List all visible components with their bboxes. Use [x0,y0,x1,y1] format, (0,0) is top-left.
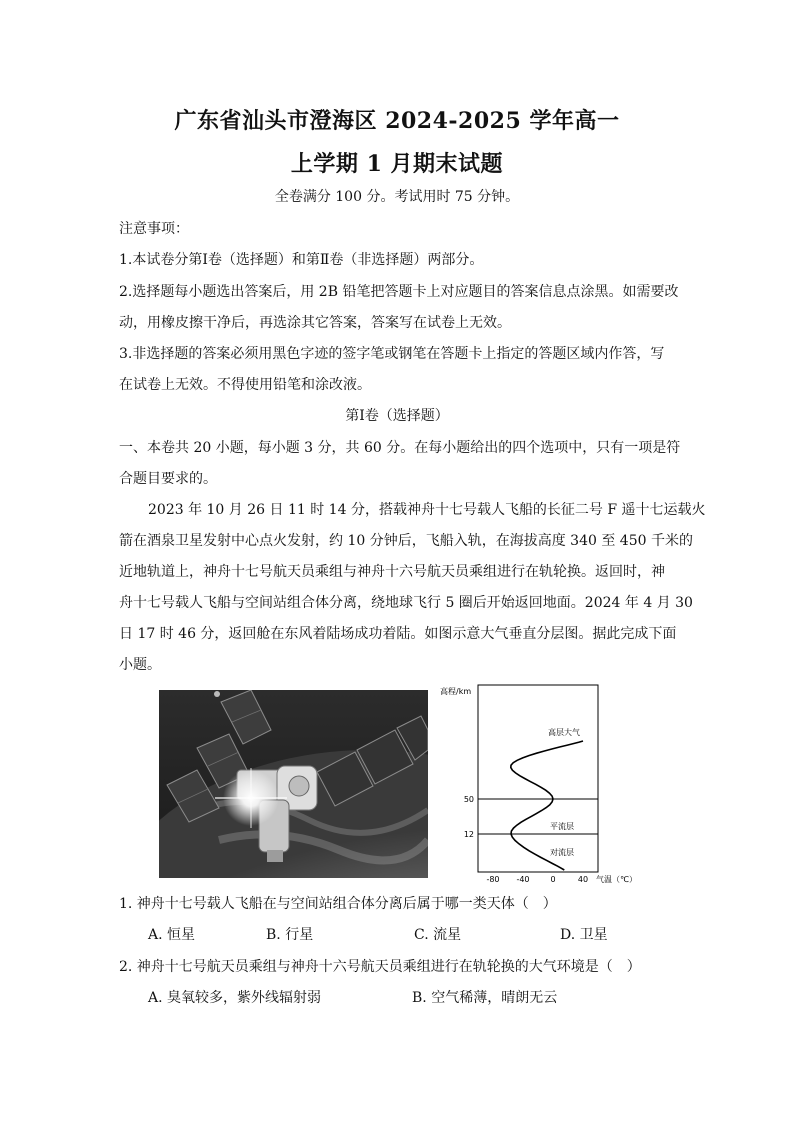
exam-subtitle: 全卷满分 100 分。考试用时 75 分钟。 [274,189,520,205]
note-line: 1.本试卷分第Ⅰ卷（选择题）和第Ⅱ卷（非选择题）两部分。 [119,252,484,268]
exam-title-line1: 广东省汕头市澄海区 2024-2025 学年高一 [174,108,620,134]
q1-option-b[interactable]: B. 行星 [266,927,314,943]
x-tick-label: 40 [577,875,589,884]
y-tick-label: 12 [463,830,474,839]
y-axis-label: 高程/km [440,687,472,696]
plot-frame [478,685,598,872]
note-line: 3.非选择题的答案必须用黑色字迹的签字笔或钢笔在答题卡上指定的答题区域内作答，写 [119,346,665,362]
section-title: 第Ⅰ卷（选择题） [345,408,449,424]
x-tick-label: 0 [550,875,556,884]
y-tick-label: 50 [463,795,474,804]
exam-title-line2: 上学期 1 月期末试题 [290,151,504,177]
passage-line: 日 17 时 46 分，返回舱在东风着陆场成功着陆。如图示意大气垂直分层图。据此完成下面 [119,626,677,642]
notes-heading: 注意事项： [119,221,189,237]
section-intro-line: 一、本卷共 20 小题，每小题 3 分，共 60 分。在每小题给出的四个选项中，只有一项是符 [119,440,681,456]
q1-option-c[interactable]: C. 流星 [414,927,462,943]
q1-option-d[interactable]: D. 卫星 [560,927,608,943]
passage-line: 箭在酒泉卫星发射中心点火发射，约 10 分钟后，飞船入轨，在海拔高度 340 至 450 千米的 [119,533,693,549]
question-2-stem: 2. 神舟十七号航天员乘组与神舟十六号航天员乘组进行在轨轮换的大气环境是（ ） [119,959,641,975]
x-tick-label: -40 [516,875,530,884]
q1-option-a[interactable]: A. 恒星 [148,927,196,943]
passage-line: 舟十七号载人飞船与空间站组合体分离，绕地球飞行 5 圈后开始返回地面。2024 年 4 月 30 [119,595,693,611]
note-line: 2.选择题每小题选出答案后，用 2B 铅笔把答题卡上对应题目的答案信息点涂黑。如需要改 [119,284,679,300]
note-line: 在试卷上无效。不得使用铅笔和涂改液。 [119,377,371,393]
q2-option-a[interactable]: A. 臭氧较多，紫外线辐射弱 [148,990,322,1006]
q2-option-b[interactable]: B. 空气稀薄，晴朗无云 [412,990,558,1006]
question-1-stem: 1. 神舟十七号载人飞船在与空间站组合体分离后属于哪一类天体（ ） [119,896,557,912]
passage-line: 近地轨道上，神舟十七号航天员乘组与神舟十六号航天员乘组进行在轨轮换。返回时，神 [119,564,665,580]
section-intro-line: 合题目要求的。 [119,471,217,487]
x-tick-label: -80 [486,875,500,884]
note-line: 动，用橡皮擦干净后，再选涂其它答案，答案写在试卷上无效。 [119,315,511,331]
passage-line: 小题。 [119,657,161,673]
spacecraft-photo [159,690,428,878]
layer-label-upper: 高层大气 [548,728,580,737]
x-axis-label: 气温（℃） [596,875,636,884]
layer-label-troposphere: 对流层 [550,848,574,857]
layer-label-stratosphere: 平流层 [550,822,574,831]
passage-line: 2023 年 10 月 26 日 11 时 14 分，搭载神舟十七号载人飞船的长征二号 F 遥十七运载火 [148,502,706,518]
atmosphere-layer-chart [436,683,636,885]
